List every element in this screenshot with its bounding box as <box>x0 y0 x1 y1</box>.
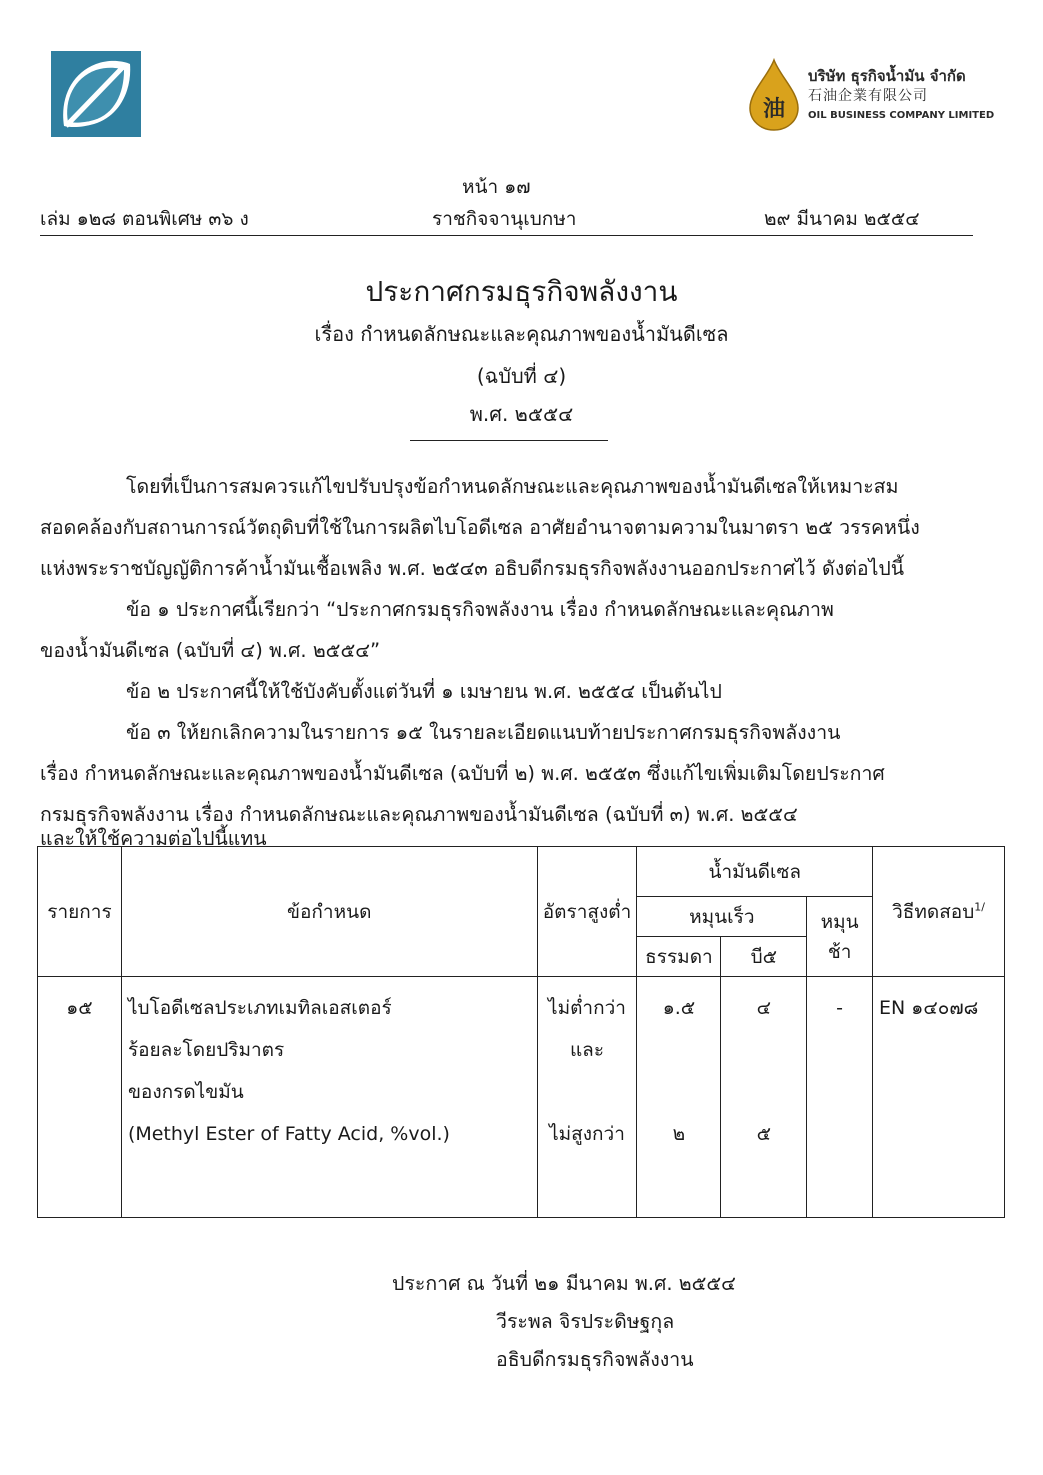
header-diesel: น้ำมันดีเซล <box>637 847 873 897</box>
row-normal <box>637 977 721 1218</box>
spec-line: ไบโอดีเซลประเภทเมทิลเอสเตอร์ <box>127 997 392 1019</box>
clause-2-line: ข้อ ๒ ประกาศนี้ให้ใช้บังคับตั้งแต่วันที่ ๑ เมษายน พ.ศ. ๒๕๕๔ เป็นต้นไป <box>126 680 722 703</box>
volume-info: เล่ม ๑๒๘ ตอนพิเศษ ๓๖ ง <box>40 208 249 230</box>
signature-date: ประกาศ ณ วันที่ ๒๑ มีนาคม พ.ศ. ๒๕๕๔ <box>392 1272 736 1295</box>
announcement-title: ประกาศกรมธุรกิจพลังงาน <box>365 275 678 308</box>
row-low-speed <box>807 977 873 1218</box>
company-name-block <box>808 66 994 126</box>
company-name-th: บริษัท ธุรกิจน้ำมัน จำกัด <box>808 67 966 85</box>
spec-line: ร้อยละโดยปริมาตร <box>127 1039 285 1061</box>
clause-3-line: เรื่อง กำหนดลักษณะและคุณภาพของน้ำมันดีเซล (ฉบับที่ ๒) พ.ศ. ๒๕๕๓ ซึ่งแก้ไขเพิ่มเติมโดยประกาศ <box>40 762 885 785</box>
oil-glyph: 油 <box>762 97 786 122</box>
title-divider <box>410 440 608 441</box>
body-line: โดยที่เป็นการสมควรแก้ไขปรับปรุงข้อกำหนดลักษณะและคุณภาพของน้ำมันดีเซลให้เหมาะสม <box>126 475 899 498</box>
clause-3-line: กรมธุรกิจพลังงาน เรื่อง กำหนดลักษณะและคุณภาพของน้ำมันดีเซล (ฉบับที่ ๓) พ.ศ. ๒๕๕๔ <box>40 803 798 826</box>
limit-line <box>544 1071 631 1113</box>
body-line: แห่งพระราชบัญญัติการค้าน้ำมันเชื้อเพลิง พ.ศ. ๒๕๔๓ อธิบดีกรมธุรกิจพลังงานออกประกาศไว้ ดังต่อไปนี้ <box>40 557 905 580</box>
clause-1-line: ข้อ ๑ ประกาศนี้เรียกว่า “ประกาศกรมธุรกิจพลังงาน เรื่อง กำหนดลักษณะและคุณภาพ <box>126 598 834 621</box>
limit-line: ไม่ต่ำกว่า <box>548 997 626 1019</box>
header-low-speed: หมุนช้า <box>807 897 873 977</box>
table-row <box>38 977 1005 1218</box>
b5-value <box>727 1071 800 1113</box>
header-spec: ข้อกำหนด <box>121 847 537 977</box>
signatory-position: อธิบดีกรมธุรกิจพลังงาน <box>496 1348 694 1371</box>
row-item <box>38 977 122 1218</box>
normal-value: ๒ <box>672 1123 686 1145</box>
gazette-name: ราชกิจจานุเบกษา <box>432 208 577 230</box>
row-item-number: ๑๕ <box>66 997 93 1019</box>
ministry-leaf-logo <box>50 50 142 138</box>
clause-1-line: ของน้ำมันดีเซล (ฉบับที่ ๔) พ.ศ. ๒๕๕๔” <box>40 639 381 662</box>
company-name-cn: 石油企業有限公司 <box>808 88 928 104</box>
header-method-note: 1/ <box>974 900 985 914</box>
page-number: หน้า ๑๗ <box>462 176 531 198</box>
header-normal: ธรรมดา <box>637 937 721 977</box>
header-high-speed: หมุนเร็ว <box>637 897 807 937</box>
header-b5: บี๕ <box>721 937 807 977</box>
oil-drop-logo <box>746 58 802 132</box>
header-item: รายการ <box>38 847 122 977</box>
spec-line: (Methyl Ester of Fatty Acid, %vol.) <box>127 1123 450 1145</box>
limit-line: ไม่สูงกว่า <box>549 1123 625 1145</box>
row-method <box>873 977 1005 1218</box>
normal-value: ๑.๕ <box>662 997 696 1019</box>
clause-3-line: ข้อ ๓ ให้ยกเลิกความในรายการ ๑๕ ในรายละเอียดแนบท้ายประกาศกรมธุรกิจพลังงาน <box>126 721 841 744</box>
gazette-date: ๒๙ มีนาคม ๒๕๕๔ <box>764 208 920 230</box>
signatory-name: วีระพล จิรประดิษฐกุล <box>496 1310 675 1333</box>
announcement-subject: เรื่อง กำหนดลักษณะและคุณภาพของน้ำมันดีเซล <box>314 322 729 346</box>
header-method-label: วิธีทดสอบ <box>892 900 975 923</box>
b5-value <box>727 1029 800 1071</box>
method-value: EN ๑๔๐๗๘ <box>879 997 979 1019</box>
normal-value <box>643 1071 714 1113</box>
clause-3-line: และให้ใช้ความต่อไปนี้แทน <box>40 827 267 850</box>
row-b5 <box>721 977 807 1218</box>
announcement-year: พ.ศ. ๒๕๕๔ <box>469 402 574 426</box>
b5-value: ๔ <box>756 997 771 1019</box>
limit-line: และ <box>569 1039 605 1061</box>
body-text <box>40 466 972 850</box>
row-limit <box>537 977 637 1218</box>
normal-value <box>643 1029 714 1071</box>
low-speed-value: - <box>836 997 844 1019</box>
header-limit: อัตราสูงต่ำ <box>537 847 637 977</box>
specification-table <box>37 846 1005 1218</box>
body-line: สอดคล้องกับสถานการณ์วัตถุดิบที่ใช้ในการผลิตไบโอดีเซล อาศัยอำนาจตามความในมาตรา ๒๕ วรรคหนึ่ง <box>40 516 920 539</box>
row-spec <box>121 977 537 1218</box>
b5-value: ๕ <box>756 1123 771 1145</box>
company-name-en: OIL BUSINESS COMPANY LIMITED <box>808 110 995 121</box>
header-divider <box>40 235 973 236</box>
header-method <box>873 847 1005 977</box>
announcement-edition: (ฉบับที่ ๔) <box>476 364 567 388</box>
spec-line: ของกรดไขมัน <box>127 1081 244 1103</box>
